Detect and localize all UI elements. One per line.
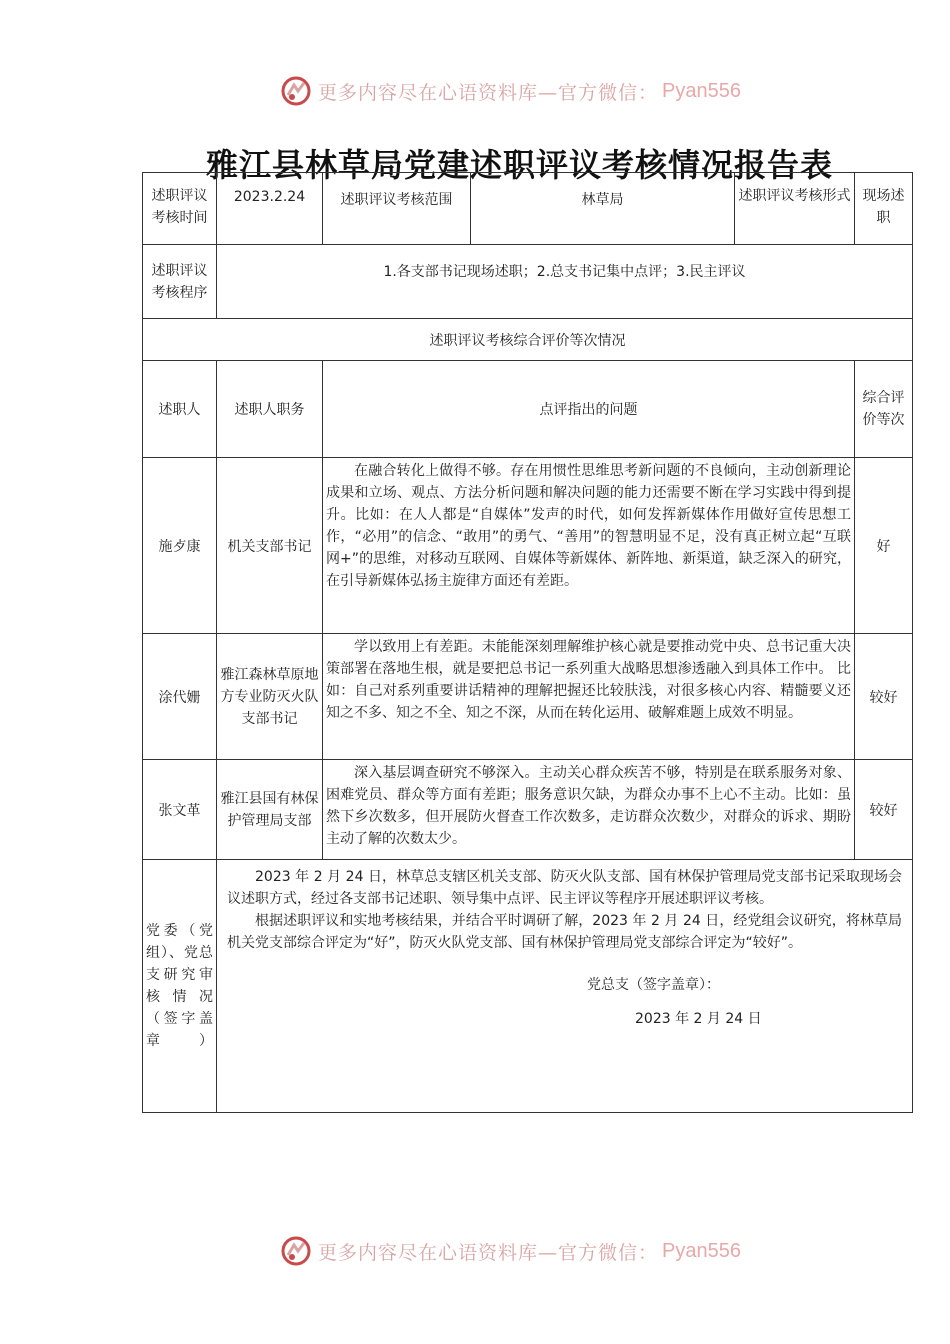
page-title: 雅江县林草局党建述职评议考核情况报告表	[206, 146, 834, 184]
header-row	[143, 173, 913, 245]
column-person: 述职人	[143, 361, 217, 458]
procedure-label: 述职评议考核程序	[143, 245, 217, 319]
review-label: 党委（党组）、党总支研究审核情况（签字盖章）	[143, 860, 217, 1113]
column-problems: 点评指出的问题	[323, 361, 855, 458]
watermark-top	[280, 74, 741, 108]
procedure-value: 1.各支部书记现场述职；2.总支书记集中点评；3.民主评议	[217, 245, 913, 319]
row-problems	[323, 760, 855, 860]
table-row	[143, 760, 913, 860]
scope-label: 述职评议考核范围	[323, 173, 471, 245]
table-row	[143, 634, 913, 760]
row-problems-text: 学以致用上有差距。未能能深刻理解维护核心就是要推动党中央、总书记重大决策部署在落地生根，就是要把总书记一系列重大战略思想渗透融入到具体工作中。 比如：自己对系列重要讲话精神的理解把握还比较肤浅，对很多核心内容、精髓要义还知之不多、知之不全、知之不深，从而在转化运用、破解难题上成效不明显。	[326, 639, 851, 721]
section-title-row	[143, 319, 913, 361]
review-content	[217, 860, 913, 1113]
row-position: 雅江县国有林保护管理局支部	[217, 760, 323, 860]
review-paragraph-1: 2023 年 2 月 24 日，林草总支辖区机关支部、防灭火队支部、国有林保护管理局党支部书记采取现场会议述职方式，经过各支部书记述职、领导集中点评、民主评议等程序开展述职评议考核。	[227, 869, 902, 907]
scope-value: 林草局	[471, 173, 735, 245]
report-table	[142, 172, 913, 1113]
form-label: 述职评议考核形式	[735, 173, 855, 245]
row-person: 涂代姗	[143, 634, 217, 760]
watermark-handle: Pyan556	[662, 79, 741, 102]
review-paragraph-2: 根据述职评议和实地考核结果，并结合平时调研了解，2023 年 2 月 24 日，经党组会议研究，将林草局机关党支部综合评定为“好”，防灭火队党支部、国有林保护管理局党支部综合评定为“较好”。	[227, 913, 902, 951]
columns-row	[143, 361, 913, 458]
row-person: 张文革	[143, 760, 217, 860]
watermark-logo-icon	[280, 1235, 312, 1267]
row-position: 雅江森林草原地方专业防灭火队支部书记	[217, 634, 323, 760]
row-rating: 较好	[855, 634, 913, 760]
form-value: 现场述职	[855, 173, 913, 245]
watermark-text: 更多内容尽在心语资料库—官方微信：	[318, 81, 659, 104]
column-rating: 综合评价等次	[855, 361, 913, 458]
section-title: 述职评议考核综合评价等次情况	[143, 319, 913, 361]
watermark-text: 更多内容尽在心语资料库—官方微信：	[318, 1241, 659, 1264]
watermark-logo-icon	[280, 75, 312, 107]
review-date: 2023 年 2 月 24 日	[635, 1011, 762, 1027]
procedure-row	[143, 245, 913, 319]
row-problems	[323, 634, 855, 760]
row-position: 机关支部书记	[217, 458, 323, 634]
review-row	[143, 860, 913, 1113]
review-signature: 党总支（签字盖章）：	[587, 977, 720, 993]
watermark-bottom	[280, 1234, 741, 1268]
time-label: 述职评议考核时间	[143, 173, 217, 245]
time-value: 2023.2.24	[217, 173, 323, 245]
row-rating: 较好	[855, 760, 913, 860]
table-row	[143, 458, 913, 634]
row-problems-text: 在融合转化上做得不够。存在用惯性思维思考新问题的不良倾向，主动创新理论成果和立场、观点、方法分析问题和解决问题的能力还需要不断在学习实践中得到提升。比如：在人人都是“自媒体”发声的时代，如何发挥新媒体作用做好宣传思想工作，“必用”的信念、“敢用”的勇气、“善用”的智慧明显不足，没有真正树立起“互联网+”的思维，对移动互联网、自媒体等新媒体、新阵地、新渠道，缺乏深入的研究，在引导新媒体弘扬主旋律方面还有差距。	[326, 463, 851, 589]
row-problems	[323, 458, 855, 634]
row-person: 施歺康	[143, 458, 217, 634]
row-problems-text: 深入基层调查研究不够深入。主动关心群众疾苦不够，特别是在联系服务对象、困难党员、群众等方面有差距；服务意识欠缺，为群众办事不上心不主动。比如：虽然下乡次数多，但开展防火督查工作次数多，走访群众次数少，对群众的诉求、期盼主动了解的次数太少。	[326, 765, 851, 847]
column-position: 述职人职务	[217, 361, 323, 458]
row-rating: 好	[855, 458, 913, 634]
watermark-handle: Pyan556	[662, 1239, 741, 1262]
